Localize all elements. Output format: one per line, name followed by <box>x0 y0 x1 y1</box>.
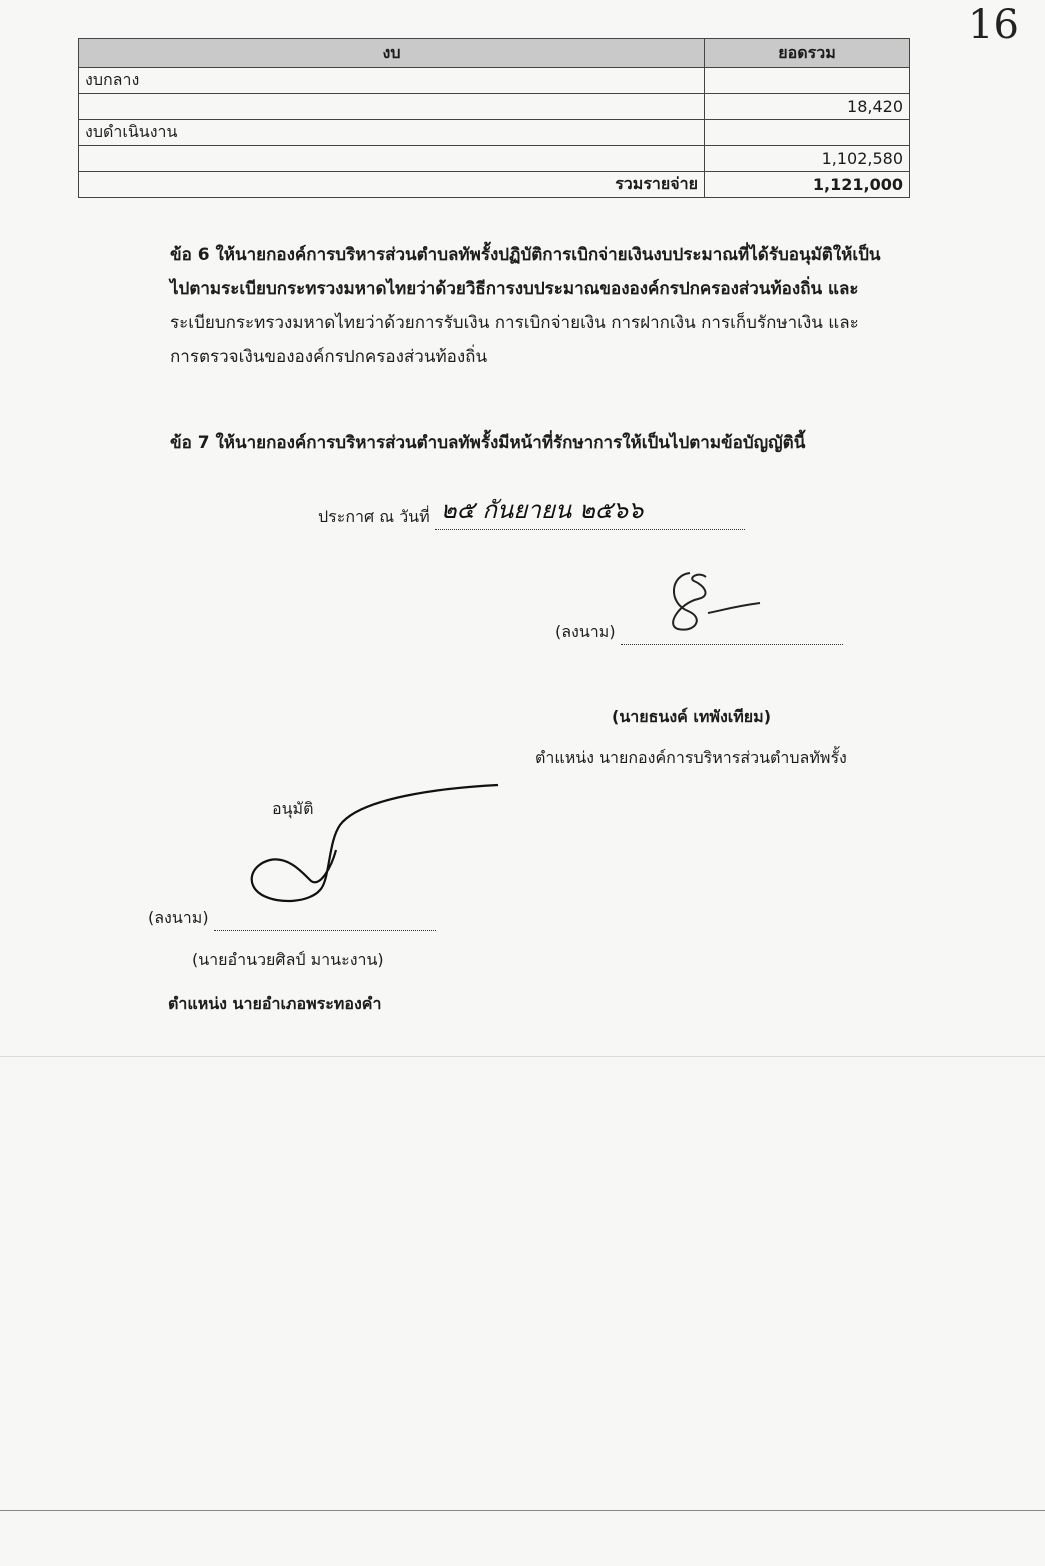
clause-6-line-3: ระเบียบกระทรวงมหาดไทยว่าด้วยการรับเงิน การเบิกจ่ายเงิน การฝากเงิน การเก็บรักษาเงิน และ <box>170 313 859 333</box>
signature-dotted-line <box>214 914 436 931</box>
row-value: 18,420 <box>705 94 910 120</box>
approval-sign-line <box>148 906 436 931</box>
total-label: รวมรายจ่าย <box>79 172 705 198</box>
announce-line <box>318 496 745 530</box>
sign-label: (ลงนาม) <box>555 622 616 641</box>
clause-6-line-2: ไปตามระเบียบกระทรวงมหาดไทยว่าด้วยวิธีการงบประมาณขององค์กรปกครองส่วนท้องถิ่น และ <box>170 279 859 299</box>
row-value <box>705 120 910 146</box>
row-label <box>79 146 705 172</box>
page-number: 16 <box>968 2 1019 48</box>
fold-line <box>0 1056 1045 1057</box>
total-value: 1,121,000 <box>705 172 910 198</box>
total-row <box>79 172 910 198</box>
table-row <box>79 146 910 172</box>
handwritten-date: ๒๕ กันยายน ๒๕๖๖ <box>440 496 644 524</box>
approval-title: ตำแหน่ง นายอำเภอพระทองคำ <box>168 994 382 1013</box>
row-value <box>705 68 910 94</box>
sign-label: (ลงนาม) <box>148 908 209 927</box>
budget-table <box>78 38 910 198</box>
row-label <box>79 94 705 120</box>
row-label: งบดำเนินงาน <box>79 120 705 146</box>
clause-6 <box>170 238 915 374</box>
approval-name: (นายอำนวยศิลป์ มานะงาน) <box>192 950 384 969</box>
table-header-row <box>79 39 910 68</box>
date-dotted-line <box>435 496 745 530</box>
table-row <box>79 120 910 146</box>
clause-6-line-4: การตรวจเงินขององค์กรปกครองส่วนท้องถิ่น <box>170 347 488 367</box>
header-budget: งบ <box>79 39 705 68</box>
signer1-title: ตำแหน่ง นายกองค์การบริหารส่วนตำบลทัพรั้ง <box>535 748 847 767</box>
clause-7: ข้อ 7 ให้นายกองค์การบริหารส่วนตำบลทัพรั้งมีหน้าที่รักษาการให้เป็นไปตามข้อบัญญัตินี้ <box>170 433 806 453</box>
row-value: 1,102,580 <box>705 146 910 172</box>
bottom-rule <box>0 1510 1045 1511</box>
clause-6-line-1: ข้อ 6 ให้นายกองค์การบริหารส่วนตำบลทัพรั้งปฏิบัติการเบิกจ่ายเงินงบประมาณที่ได้รับอนุมัติให้เป็น <box>170 245 881 265</box>
approval-label: อนุมัติ <box>272 799 314 818</box>
signature-mark-2 <box>240 780 510 925</box>
announce-label: ประกาศ ณ วันที่ <box>318 507 430 526</box>
signer1-name: (นายธนงค์ เทพังเทียม) <box>612 707 772 726</box>
header-total: ยอดรวม <box>705 39 910 68</box>
table-row <box>79 94 910 120</box>
row-label: งบกลาง <box>79 68 705 94</box>
table-row <box>79 68 910 94</box>
signature-mark-1 <box>660 563 770 643</box>
